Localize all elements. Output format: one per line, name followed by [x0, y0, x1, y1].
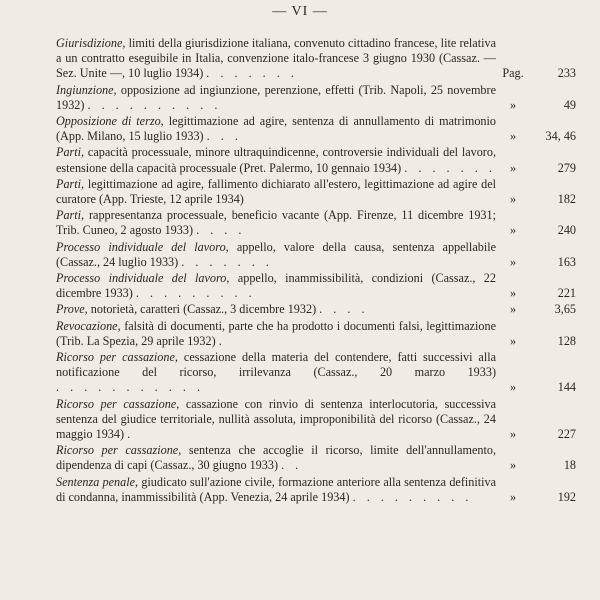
index-entry — [56, 145, 576, 175]
index-entry — [56, 36, 576, 82]
page-number: 192 — [557, 489, 576, 504]
entry-term: Parti, — [56, 208, 85, 223]
page-number: 227 — [557, 427, 576, 442]
entry-description: legittimazione ad agire, fallimento dichiarato all'estero, legittimazione ad agire del curatore (App. Trieste, 12 aprile 1934) — [56, 176, 496, 207]
leader-dots: . . . . — [319, 302, 369, 317]
index-entry — [56, 302, 576, 317]
leader-dots: . — [127, 427, 135, 442]
page-mark: » — [509, 333, 517, 348]
entry-description: cessazione della materia del contendere, fatti successivi alla notificazione del ricorso, irrilevanza (Cassaz., 20 marzo 1933) — [56, 350, 497, 380]
page-mark: » — [509, 302, 517, 317]
leader-dots: . . . . . . . — [181, 254, 273, 269]
leader-dots: . . . . — [196, 223, 246, 238]
entry-description: notorietà, caratteri (Cassaz., 3 dicembre 1932) — [90, 302, 317, 317]
leader-dots: . . — [281, 458, 303, 473]
entry-description: capacità processuale, minore ultraquindicenne, controversie individuali del lavoro, estensione della capacità processuale (Pret. Palermo, 10 gennaio 1934) — [56, 145, 496, 175]
page-number: 182 — [557, 192, 576, 207]
page-number: 221 — [557, 286, 576, 301]
entry-description: rappresentanza processuale, beneficio vacante (App. Firenze, 11 dicembre 1931; Trib. Cuneo, 2 agosto 1933) — [56, 208, 497, 238]
entry-term: Giurisdizione, — [56, 36, 126, 50]
index-entry — [56, 83, 576, 113]
leader-dots: . . . . . . . . . — [135, 286, 256, 301]
page-number: 34, 46 — [545, 129, 576, 144]
index-entry — [56, 443, 576, 473]
index-entry — [56, 271, 576, 301]
leader-dots: . . . . . . . . . . . — [56, 380, 204, 395]
entry-term: Ingiunzione, — [56, 82, 117, 97]
page-mark: » — [509, 427, 517, 442]
entry-term: Ricorso per cassazione, — [56, 443, 182, 458]
leader-dots: . . . . . . . . . — [352, 489, 473, 504]
entry-term: Ricorso per cassazione, — [56, 396, 180, 411]
entry-term: Parti, — [56, 176, 85, 191]
page-number: 163 — [557, 254, 576, 269]
entry-term: Processo individuale del lavoro, — [56, 239, 229, 254]
page-mark: » — [509, 223, 517, 238]
entry-description: limiti della giurisdizione italiana, convenuto cittadino francese, lite relativa a un contratto eseguibile in Italia, convenzione italo-francese 3 giugno 1930 (Cassaz. — Sez. Unite —, 10 luglio 1934) — [56, 36, 496, 81]
page-number: 233 — [557, 66, 576, 81]
page-number: 128 — [557, 333, 576, 348]
entry-description: falsità di documenti, parte che ha prodotto i documenti falsi, legittimazione (Trib. La Spezia, 29 aprile 1932) — [56, 318, 496, 348]
page-number: 144 — [557, 380, 576, 395]
entry-description: opposizione ad ingiunzione, perenzione, effetti (Trib. Napoli, 25 novembre 1932) — [56, 82, 496, 112]
page-mark: » — [509, 489, 517, 504]
page-mark: » — [509, 129, 517, 144]
page-mark: » — [509, 97, 517, 112]
entry-term: Ricorso per cassazione, — [56, 350, 178, 365]
entry-description: sentenza che accoglie il ricorso, limite dell'annullamento, dipendenza di capi (Cassaz., 30 giugno 1933) — [56, 443, 497, 473]
leader-dots: . . . — [206, 129, 242, 144]
entry-description: appello, inammissibilità, condizioni (Cassaz., 22 dicembre 1933) — [56, 271, 496, 301]
page-mark: » — [509, 286, 517, 301]
entry-term: Opposizione di terzo, — [56, 114, 164, 129]
entry-description: legittimazione ad agire, sentenza di annullamento di matrimonio (App. Milano, 15 luglio 1933) — [56, 114, 497, 144]
page-mark: » — [509, 380, 517, 395]
index-entry — [56, 475, 576, 505]
entry-term: Prove, — [56, 302, 88, 317]
page-numeral: — VI — — [272, 4, 328, 19]
leader-dots: . — [218, 333, 226, 348]
leader-dots: . . . . . . . . . . — [87, 97, 222, 112]
leader-dots: . . . . . . . — [404, 160, 496, 175]
entry-description: giudicato sull'azione civile, formazione anteriore alla sentenza definitiva di condanna, inammissibilità (App. Venezia, 24 aprile 1934) — [56, 474, 497, 504]
page-label: Pag. — [502, 66, 524, 81]
index-entry — [56, 208, 576, 238]
page-mark: » — [509, 192, 517, 207]
index-entry — [56, 114, 576, 144]
page-number: 49 — [563, 97, 576, 112]
index-entries — [56, 36, 576, 506]
index-entry — [56, 397, 576, 443]
index-entry — [56, 240, 576, 270]
page-mark: » — [509, 254, 517, 269]
entry-term: Sentenza penale, — [56, 474, 139, 489]
entry-term: Parti, — [56, 145, 85, 160]
index-entry — [56, 177, 576, 207]
index-entry — [56, 350, 576, 396]
entry-term: Processo individuale del lavoro, — [56, 271, 230, 286]
page-number: 279 — [557, 160, 576, 175]
page-number: 3,65 — [554, 302, 576, 317]
index-entry — [56, 319, 576, 349]
entry-term: Revocazione, — [56, 318, 121, 333]
page-number: 18 — [563, 458, 576, 473]
page-mark: » — [509, 160, 517, 175]
page-number: 240 — [557, 223, 576, 238]
page-mark: » — [509, 458, 517, 473]
entry-description: cassazione con rinvio di sentenza interlocutoria, successiva sentenza del giudice territoriale, nullità assoluta, improponibilità del ricorso (Cassaz., 24 maggio 1934) — [56, 396, 497, 442]
leader-dots: . . . . . . . — [206, 66, 298, 81]
entry-description: appello, valore della causa, sentenza appellabile (Cassaz., 24 luglio 1933) — [56, 239, 497, 269]
